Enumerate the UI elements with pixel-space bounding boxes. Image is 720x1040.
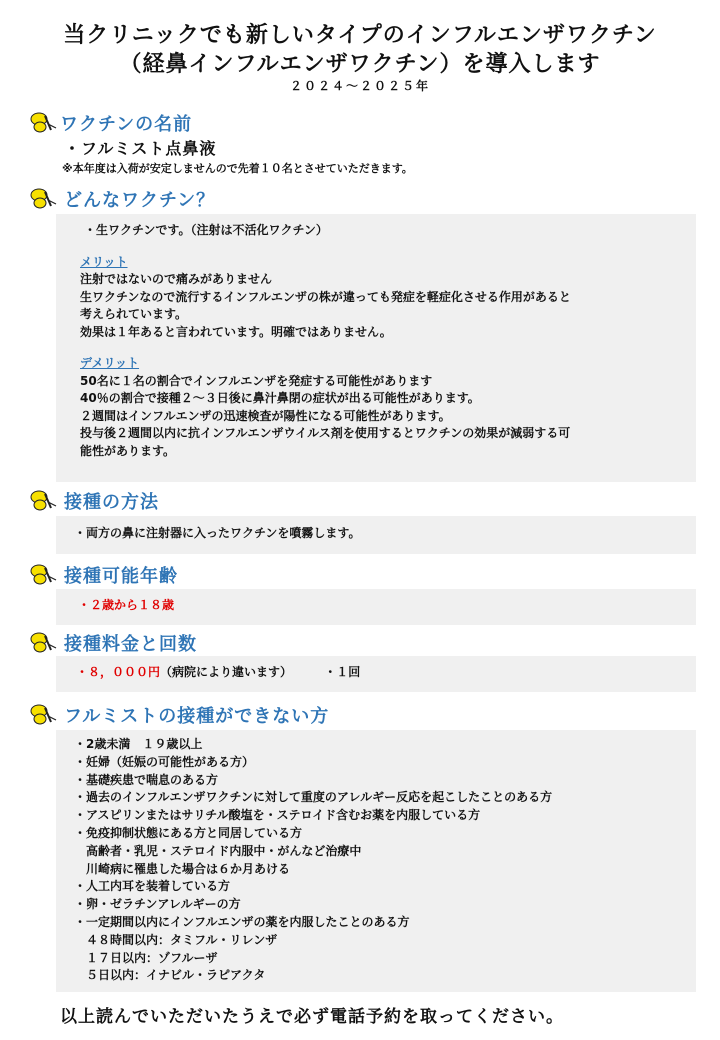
heading-vaccine-name <box>30 110 192 136</box>
merit-label: メリット <box>80 254 128 269</box>
heading-method <box>30 488 159 514</box>
heading-age <box>30 562 178 588</box>
list-item: ４８時間以内：タミフル・リレンザ <box>74 932 278 947</box>
fee-price: ・８，０００円 <box>76 665 161 679</box>
list-item: １７日以内：ゾフルーザ <box>74 950 218 965</box>
demerit-line: 能性があります。 <box>80 443 176 458</box>
list-item: ・2歳未満 １９歳以上 <box>74 737 203 751</box>
supply-note: ※本年度は入荷が安定しませんので先着１０名とさせていただきます。 <box>62 162 413 175</box>
butterfly-icon <box>30 632 58 654</box>
list-item: ・一定期間以内にインフルエンザの薬を内服したことのある方 <box>74 914 410 929</box>
list-item: ・免疫抑制状態にある方と同居している方 <box>74 825 303 840</box>
demerit-label: デメリット <box>80 356 140 370</box>
method-text: ・両方の鼻に注射器に入ったワクチンを噴霧します。 <box>74 526 361 540</box>
vaccine-product-name: ・フルミスト点鼻液 <box>64 139 217 158</box>
heading-label: ワクチンの名前 <box>60 114 193 135</box>
list-item: ・アスピリンまたはサリチル酸塩を・ステロイド含むお薬を内服している方 <box>74 808 481 823</box>
heading-label: フルミストの接種ができない方 <box>64 706 330 727</box>
title-line-1: 当クリニックでも新しいタイプのインフルエンザワクチン <box>63 23 657 48</box>
heading-label: 接種の方法 <box>64 492 159 513</box>
merit-line: 効果は１年あると言われています。明確ではありません。 <box>80 324 392 339</box>
demerit-line: 50名に１名の割合でインフルエンザを発症する可能性があります <box>80 373 433 388</box>
heading-what <box>30 186 215 212</box>
fee-box <box>56 656 696 692</box>
not-eligible-box <box>56 730 696 992</box>
year-label: ２０２４～２０２５年 <box>289 79 430 93</box>
fee-note: （病院により違います） <box>160 665 293 679</box>
list-item: 高齢者・乳児・ステロイド内服中・がんなど治療中 <box>74 843 362 858</box>
footer-notice: 以上読んでいただいたうえで必ず電話予約を取ってください。 <box>60 1007 564 1027</box>
merit-line: 注射ではないので痛みがありません <box>80 272 273 286</box>
fee-count: ・１回 <box>324 665 361 679</box>
age-text: ・２歳から１８歳 <box>78 598 175 612</box>
butterfly-icon <box>30 704 58 726</box>
heading-not-eligible <box>30 702 329 728</box>
demerit-line: 投与後２週間以内に抗インフルエンザウイルス剤を使用するとワクチンの効果が減弱する可 <box>80 426 571 440</box>
intro-text: ・生ワクチンです。（注射は不活化ワクチン） <box>84 223 328 237</box>
list-item: ・基礎疾患で喘息のある方 <box>74 772 219 787</box>
title-line-2: （経鼻インフルエンザワクチン）を導入します <box>119 52 601 77</box>
butterfly-icon <box>30 564 58 586</box>
butterfly-icon <box>30 112 58 134</box>
list-item: ５日以内：イナビル・ラピアクタ <box>74 968 266 983</box>
list-item: ・過去のインフルエンザワクチンに対して重度のアレルギー反応を起こしたことのある方 <box>74 790 553 805</box>
demerit-line: ２週間はインフルエンザの迅速検査が陽性になる可能性があります。 <box>80 408 451 423</box>
merit-line: 生ワクチンなので流行するインフルエンザの株が違っても発症を軽症化させる作用があると <box>80 289 571 304</box>
list-item: ・人工内耳を装着している方 <box>74 879 231 894</box>
list-item: ・卵・ゼラチンアレルギーの方 <box>74 897 241 912</box>
method-box <box>56 516 696 554</box>
heading-fee <box>30 630 197 656</box>
list-item: ・妊婦（妊娠の可能性がある方） <box>74 754 255 769</box>
butterfly-icon <box>30 490 58 512</box>
butterfly-icon <box>30 188 58 210</box>
list-item: 川崎病に罹患した場合は６か月あける <box>74 861 291 876</box>
age-box <box>56 589 696 625</box>
demerit-line: 40％の割合で接種２～３日後に鼻汁鼻閉の症状が出る可能性があります。 <box>80 391 480 405</box>
merit-line: 考えられています。 <box>80 307 188 321</box>
heading-label: どんなワクチン？ <box>64 190 216 211</box>
heading-label: 接種料金と回数 <box>64 634 197 655</box>
what-box <box>56 214 696 482</box>
fee-line <box>76 664 696 682</box>
heading-label: 接種可能年齢 <box>64 566 178 587</box>
